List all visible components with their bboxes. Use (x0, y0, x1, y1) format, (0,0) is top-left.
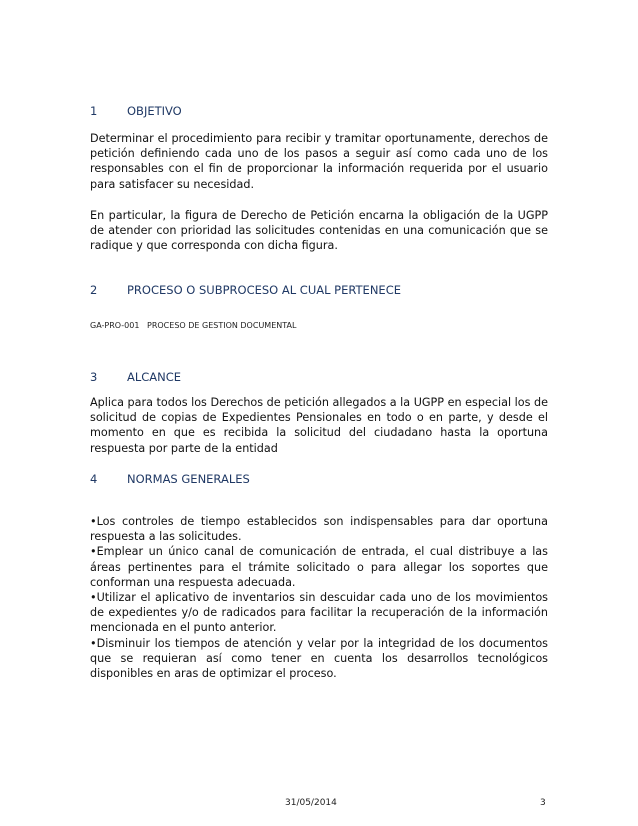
section-number: 3 (90, 370, 98, 384)
list-item (90, 514, 548, 544)
objetivo-paragraph-2: En particular, la figura de Derecho de Petición encarna la obligación de la UGPP de atender con prioridad las solicitudes contenidas en una comunicación que se radique y que corresponda con dicha figura. (90, 209, 548, 253)
bullet-icon: • (90, 636, 97, 650)
bullet-icon: • (90, 545, 97, 559)
section-heading-proceso (90, 283, 401, 297)
section-number: 1 (90, 104, 98, 118)
section-heading-normas (90, 472, 250, 486)
bullet-icon: • (90, 591, 97, 605)
proceso-code: GA-PRO-001 (90, 321, 140, 330)
list-item-text: Los controles de tiempo establecidos son indispensables para dar oportuna respuesta a las solicitudes. (90, 515, 548, 544)
bullet-icon: • (90, 515, 97, 528)
footer-date: 31/05/2014 (285, 798, 337, 808)
section-title: OBJETIVO (127, 104, 182, 118)
list-item-text: Disminuir los tiempos de atención y velar por la integridad de los documentos que se requieran así como tener en cuenta los desarrollos tecnológicos disponibles en aras de optimizar el proceso. (90, 636, 548, 681)
proceso-line (90, 321, 296, 330)
section-title: ALCANCE (127, 370, 182, 384)
footer-page-number: 3 (540, 798, 546, 808)
list-item-text: Emplear un único canal de comunicación de entrada, el cual distribuye a las áreas pertinentes para el trámite solicitado o para allegar los soportes que conforman una respuesta adecuada. (90, 545, 548, 589)
section-number: 2 (90, 283, 98, 297)
section-title: NORMAS GENERALES (127, 472, 250, 486)
section-number: 4 (90, 472, 98, 486)
section-heading-objetivo (90, 104, 182, 118)
list-item (90, 544, 548, 590)
list-item (90, 590, 548, 636)
objetivo-paragraph-1: Determinar el procedimiento para recibir y tramitar oportunamente, derechos de petición definiendo cada uno de los pasos a seguir así como cada uno de los responsables con el fin de proporcionar la información requerida por el usuario para satisfacer su necesidad. (90, 132, 548, 191)
section-heading-alcance (90, 370, 181, 384)
list-item (90, 636, 548, 682)
section-title: PROCESO O SUBPROCESO AL CUAL PERTENECE (127, 283, 401, 297)
alcance-paragraph: Aplica para todos los Derechos de petición allegados a la UGPP en especial los de solicitud de copias de Expedientes Pensionales en todo o en parte, y desde el momento en que es recibida la solicitud del ciudadano hasta la oportuna respuesta por parte de la entidad (90, 396, 548, 455)
list-item-text: Utilizar el aplicativo de inventarios sin descuidar cada uno de los movimientos de expedientes y/o de radicados para facilitar la recuperación de la información mencionada en el punto anterior. (90, 591, 548, 635)
normas-list (90, 514, 548, 681)
proceso-name: PROCESO DE GESTION DOCUMENTAL (147, 321, 297, 330)
